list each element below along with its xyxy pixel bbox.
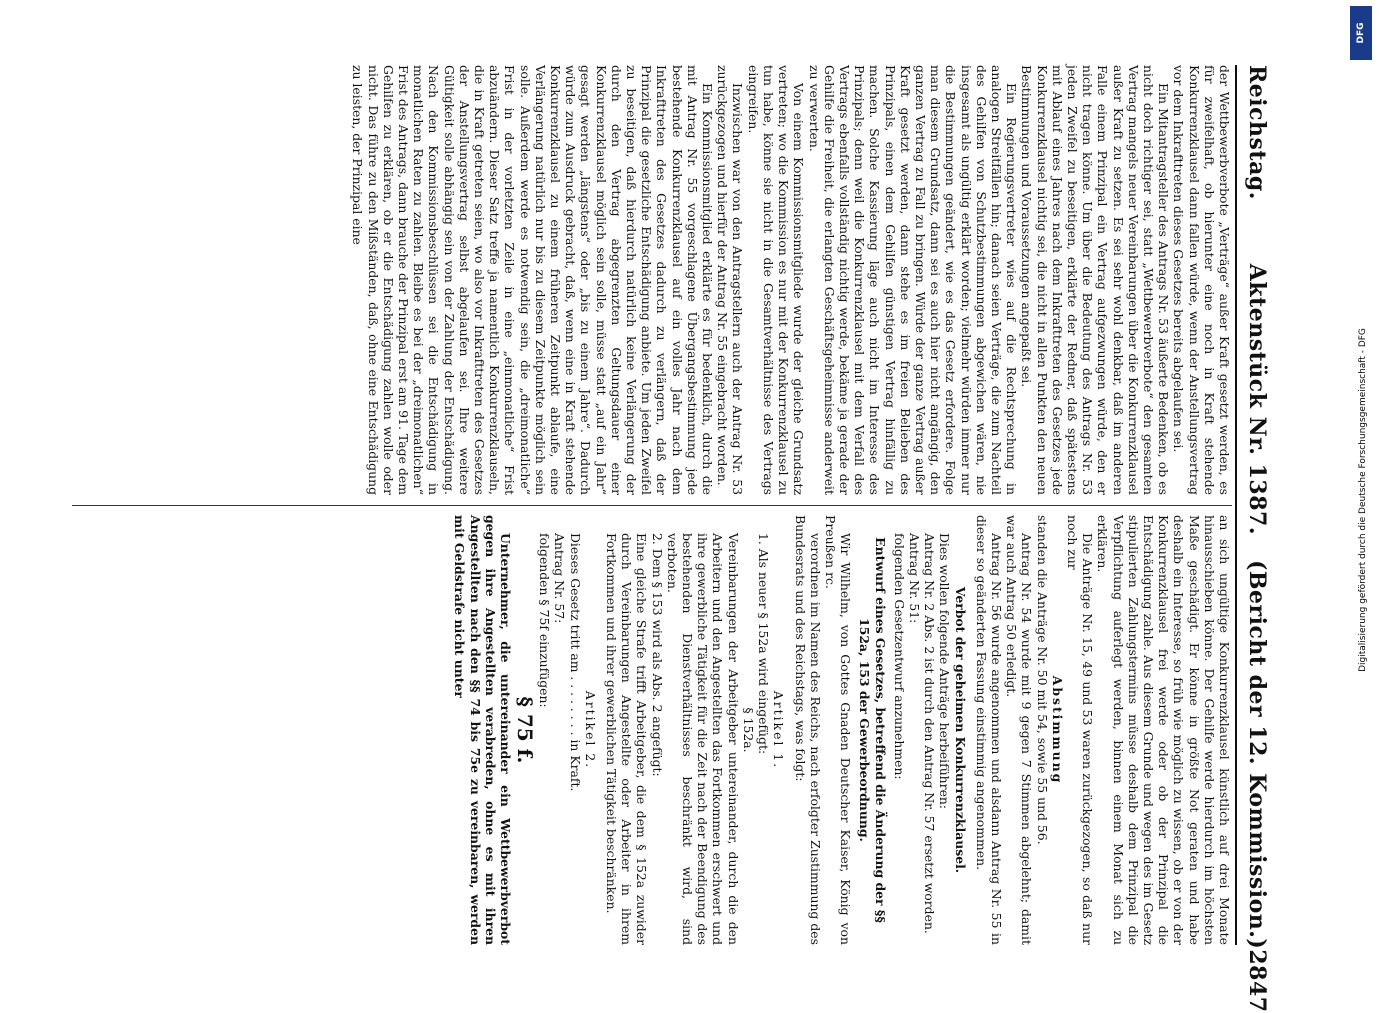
right-paragraph: Die Anträge Nr. 15, 49 und 53 waren zurückgezogen, so daß nur noch zur — [1064, 515, 1096, 945]
right-header — [1240, 560, 1270, 1013]
left-paragraph: Ein Regierungsvertreter wies auf die Rechtsprechung in analogen Streitfällen hin; danach seien Verträge, die zum Nachteil des Gehilfen von Schutzbestimmungen abgewichen wären, nie insgesamt als ungültig erklärt worden; vielmehr würden immer nur die Bestimmungen geändert, wie es das Gesetz erfordere. Folge man diesem Grundsatz, dann sei es auch hier nicht angängig, den ganzen Vertrag zu Fall zu bringen. Würde der ganze Vertrag außer Kraft gesetzt werden, dann stehe es im freien Belieben des Prinzipals, einen dem Gehilfen günstigen Vertrag hinfällig zu machen. Solche Kassierung läge auch nicht im Interesse des Prinzipals; denn weil die Konkurrenzklausel mit dem Verfall des Vertrags ebenfalls vollständig nichtig werde, bekäme ja gerade der Gehilfe die Freiheit, die erlangten Geschäftsgeheimnisse anderweit zu verwerten. — [806, 65, 1020, 495]
right-paragraph: Vereinbarungen der Arbeitgeber untereinander, durch die den Arbeitern und den Angestellten das Fortkommen erschwert und ihre gewerbliche Tätigkeit für die Zeit nach der Beendigung des bestehenden Dienstverhältnisses beschränkt wird, sind verboten. — [664, 533, 741, 945]
header-report: (Bericht der 12. Kommission.) — [1244, 560, 1270, 950]
right-paragraph: Unternehmer, die untereinander ein Wettbewerbverbot gegen ihre Angestellten verabreden, ohne es mit ihren Angestellten nach den §§ 74 bis 75e zu vereinbaren, werden mit Geldstrafe nicht unter — [452, 515, 514, 945]
header-rule — [1235, 65, 1237, 945]
right-paragraph: Dieses Gesetz tritt am . . . . . . . . in Kraft. — [567, 533, 583, 792]
right-paragraph: Eine gleiche Strafe trifft Arbeitgeber, die dem § 152a zuwider durch Vereinbarungen Angestellte oder Arbeiter in ihrem Fortkommen und ihrer gewerblichen Tätigkeit beschränken. — [604, 533, 650, 945]
section-heading-abstimmung: Abstimmung — [1049, 675, 1065, 785]
left-paragraph: Von einem Kommissionsmitgliede wurde der gleiche Grundsatz vertreten; wo die Kommission es nur mit der Konkurrenzklausel zu tun habe, könne sie nicht in die Gesamtverhältnisse des Vertrags eingreifen. — [745, 65, 807, 495]
right-paragraph: Antrag Nr. 56 wurde angenommen und alsdann Antrag Nr. 55 in dieser so geänderten Fassung einstimmig angenommen. — [973, 515, 1004, 945]
page-number: 2847 — [1244, 949, 1270, 1013]
left-paragraph: der Wettbewerbverbote „Verträge“ außer Kraft gesetzt werden, es für zweifelhaft, ob hierunter eine noch in Kraft stehende Konkurrenzklausel dann fallen würde, wenn der Anstellungsvertrag vor dem Inkrafttreten dieses Gesetzes bereits abgelaufen sei. — [1171, 65, 1232, 495]
right-paragraph: an sich ungültige Konkurrenzklausel künstlich auf drei Monate hinausschieben könne. Der Gehilfe werde hierdurch im höchsten Maße geschädigt. Er könne in größte Not geraten und habe deshalb ein Interesse, so früh wie möglich zu wissen, ob er von der Konkurrenzklausel frei werde oder ob der Prinzipal die Entschädigung zahle. Aus diesem Grunde und wegen des im Gesetz stipulierten Zahlungstermins müsse deshalb dem Prinzipal die Verpflichtung auferlegt werden, binnen einem Monat sich zu erklären. — [1095, 515, 1232, 945]
right-paragraph: Antrag Nr. 2 Abs. 2 ist durch den Antrag Nr. 57 ersetzt worden. — [922, 533, 938, 934]
right-paragraph: standen die Anträge Nr. 50 mit 54, sowie 55 und 56. — [1034, 515, 1050, 845]
article-1-heading: Artikel 1. — [771, 690, 787, 770]
right-paragraph: verordnen im Namen des Reichs, nach erfolgter Zustimmung des Bundesrats und des Reichstags, was folgt: — [792, 515, 823, 945]
section-75f: § 75 f. — [513, 696, 538, 764]
left-column — [350, 65, 1232, 495]
dfg-logo: DFG — [1350, 6, 1372, 60]
right-paragraph: Antrag Nr. 57: — [552, 533, 568, 624]
bill-title: Entwurf eines Gesetzes, betreffend die Änderung der §§ 152a, 153 der Gewerbeordnung. — [857, 537, 888, 923]
right-paragraph: 2. Dem § 153 wird als Abs. 2 angefügt: — [649, 533, 665, 777]
article-2-heading: Artikel 2. — [582, 690, 598, 770]
section-152a: § 152a. — [740, 707, 756, 753]
right-paragraph: Antrag Nr. 54 wurde mit 9 gegen 7 Stimmen abgelehnt; damit war auch Antrag 50 erledigt. — [1004, 515, 1035, 945]
right-paragraph: Dies wollen folgende Anträge herbeiführen: — [937, 533, 953, 810]
right-paragraph: folgenden § 75f einzufügen: — [537, 533, 553, 708]
digitization-credit — [1348, 0, 1378, 1000]
right-paragraph: folgenden Gesetzentwurf anzunehmen: — [891, 533, 907, 780]
header-reichstag: Reichstag. — [1244, 65, 1270, 200]
column-divider — [72, 505, 1232, 506]
right-paragraph: Wir Wilhelm, von Gottes Gnaden Deutscher Kaiser, König von Preußen rc. — [822, 515, 854, 945]
left-paragraph: Ein Mitantragsteller des Antrags Nr. 53 äußerte Bedenken, ob es nicht doch richtiger sei, statt „Wettbewerbverbote“ den gesamten Vertrag mangels neuer Vereinbarungen über die Konkurrenzklausel außer Kraft zu setzen. Es sei sehr wohl denkbar, daß im anderen Falle einem Prinzipal ein Vertrag aufgezwungen würde, den er nicht tragen könne. Um über die Bedeutung des Antrags Nr. 53 jeden Zweifel zu beseitigen, erklärte der Redner, daß spätestens mit Ablauf eines Jahres nach dem Inkrafttreten des Gesetzes jede Konkurrenzklausel nichtig sei, die nicht in allen Punkten den neuen Bestimmungen und Voraussetzungen angepaßt sei. — [1019, 65, 1172, 495]
right-paragraph: 1. Als neuer § 152a wird eingefügt: — [756, 533, 772, 755]
header-aktenstueck: Aktenstück Nr. 1387. — [1244, 263, 1270, 535]
left-header — [1240, 65, 1270, 535]
right-column — [452, 515, 1232, 945]
section-heading-verbot: Verbot der geheimen Konkurrenzklausel. — [952, 586, 968, 874]
credit-text: Digitalisierung gefördert durch die Deutsche Forschungsgemeinschaft - DFG — [1358, 328, 1368, 672]
left-paragraph: Inzwischen war von den Antragstellern auch der Antrag Nr. 53 zurückgezogen und hierfür der Antrag Nr. 55 eingebracht worden. — [715, 65, 746, 495]
left-paragraph: Ein Kommissionsmitglied erklärte es für bedenklich, durch die mit Antrag Nr. 55 vorgeschlagene Übergangsbestimmung jede bestehende Konkurrenzklausel auf ein volles Jahr nach dem Inkrafttreten des Gesetzes dadurch zu verlängern, daß der Prinzipal die gesetzliche Entschädigung anbiete. Um jeden Zweifel zu beseitigen, daß hierdurch natürlich keine Verlängerung der durch den Vertrag abgegrenzten Geltungsdauer einer Konkurrenzklausel möglich sein solle, müsse statt „auf ein Jahr“ gesagt werden „längstens“ oder „bis zu einem Jahre“. Dadurch würde zum Ausdruck gebracht, daß, wenn eine in Kraft stehende Konkurrenzklausel zu einem früheren Zeitpunkt ablaufe, eine Verlängerung natürlich nur bis zu diesem Zeitpunkte möglich sein solle. Außerdem werde es notwendig sein, die „dreimonatliche“ Frist in der vorletzten Zeile in eine „einmonatliche“ Frist abzuändern. Dieser Satz treffe ja namentlich Konkurrenzklauseln, die in Kraft getreten seien, wo also vor Inkrafttreten des Gesetzes der Anstellungsvertrag selbst abgelaufen sei. Ihre weitere Gültigkeit solle abhängig sein von der Zahlung der Entschädigung. Nach den Kommissionsbeschlüssen sei die Entschädigung in monatlichen Raten zu zahlen. Bleibe es bei der „dreimonatlichen“ Frist des Antrags, dann brauche der Prinzipal erst am 91. Tage dem Gehilfen zu erklären, ob er die Entschädigung zahlen wolle oder nicht. Das führe zu den Mißständen, daß, ohne eine Entschädigung zu leisten, der Prinzipal eine — [350, 65, 716, 495]
right-paragraph: Antrag Nr. 51: — [906, 533, 922, 624]
